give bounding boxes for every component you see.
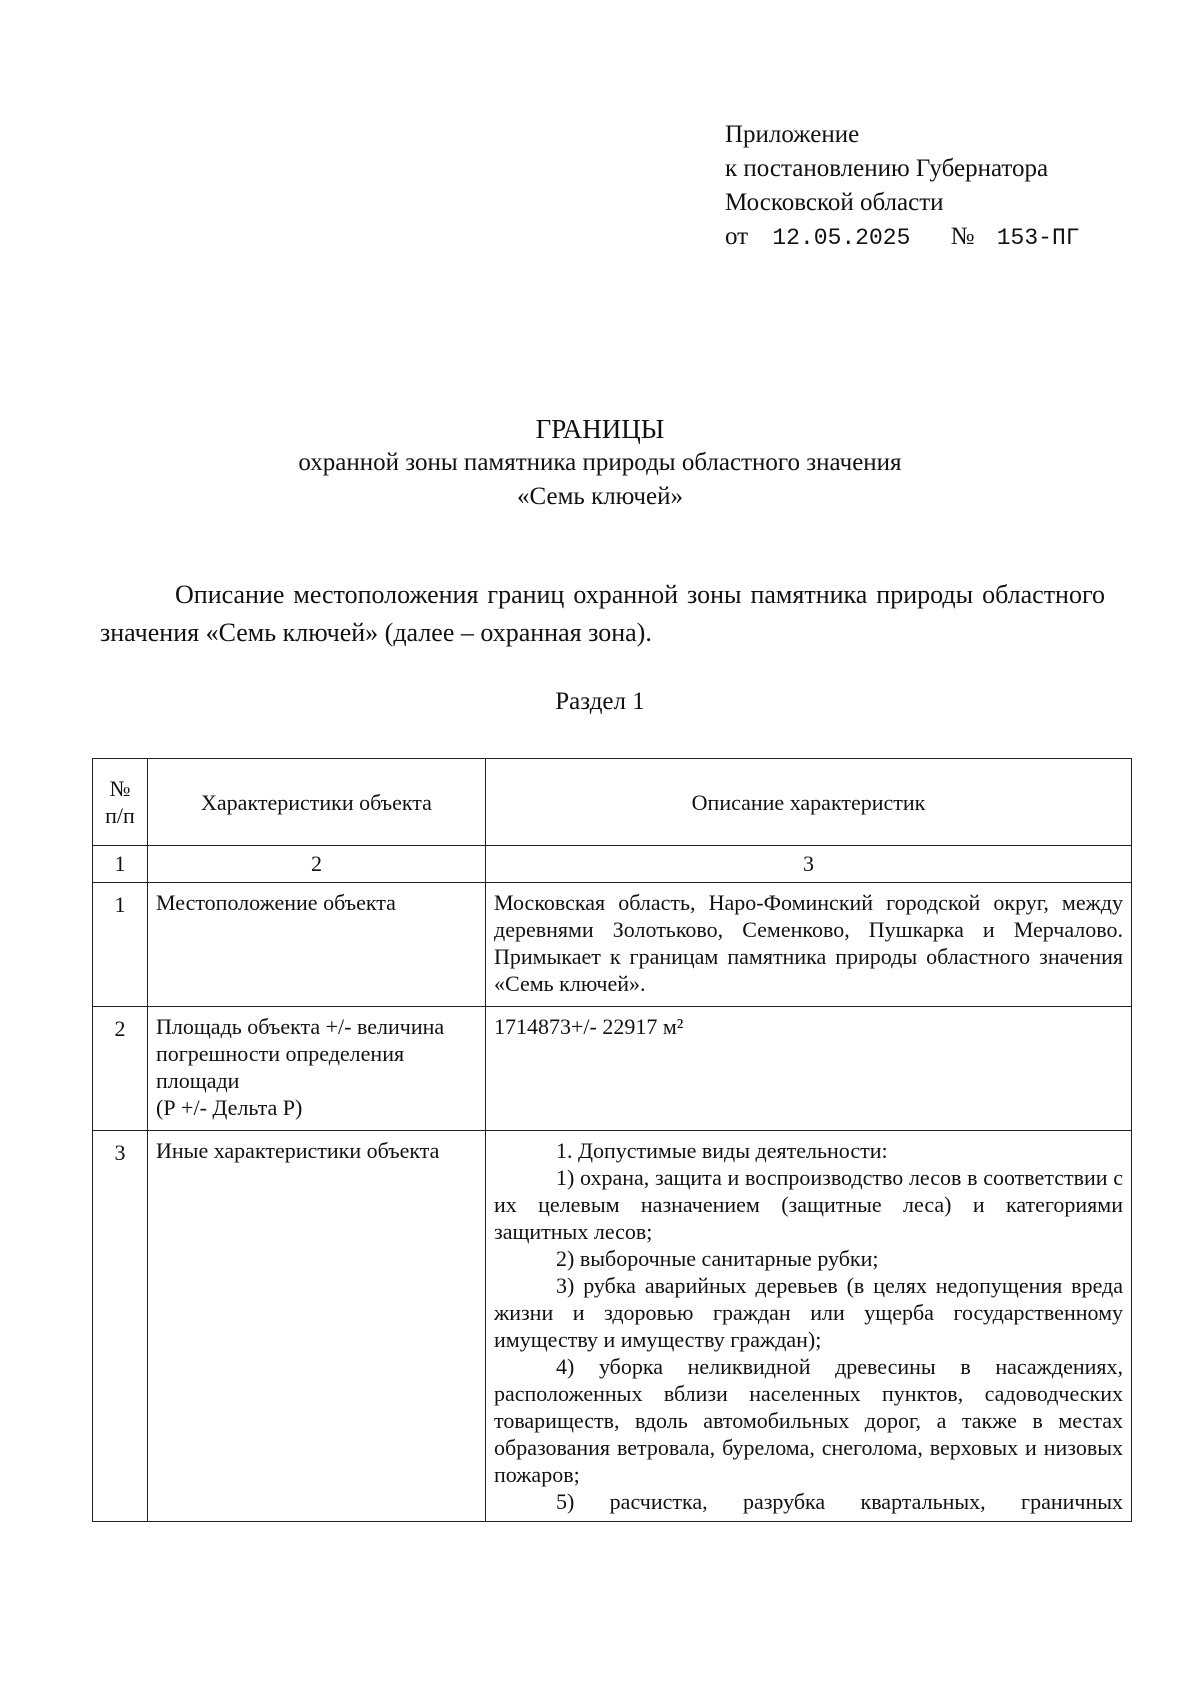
paragraph: 2) выборочные санитарные рубки; bbox=[556, 1246, 879, 1271]
row-num: 2 bbox=[93, 1007, 148, 1131]
paragraph: 3) рубка аварийных деревьев (в целях недопущения вреда жизни и здоровью граждан или ущерба государственному имуществу и имуществу граждан); bbox=[494, 1273, 1123, 1352]
row-name-text: Площадь объекта +/- величина погрешности определения площади bbox=[156, 1014, 445, 1093]
header-characteristics: Характеристики объекта bbox=[148, 759, 486, 846]
row-value: Московская область, Наро-Фоминский городской округ, между деревнями Золотьково, Семенково, Пушкарка и Мерчалово. Примыкает к границам памятника природы областного значения «Семь ключей». bbox=[486, 883, 1132, 1007]
row-name bbox=[148, 1007, 486, 1131]
characteristics-table bbox=[92, 758, 1132, 1522]
column-number: 1 bbox=[93, 846, 148, 883]
section-heading: Раздел 1 bbox=[555, 688, 645, 715]
table-row bbox=[93, 883, 1132, 1007]
document-title bbox=[0, 412, 1200, 514]
row-value: 1714873+/- 22917 м² bbox=[486, 1007, 1132, 1131]
table-row bbox=[93, 1007, 1132, 1131]
from-label: от bbox=[725, 223, 749, 250]
intro-paragraph: Описание местоположения границ охранной зоны памятника природы областного значения «Семь ключей» (далее – охранная зона). bbox=[100, 580, 1105, 647]
number-label: № bbox=[950, 223, 975, 250]
approval-line-2: к постановлению Губернатора bbox=[725, 155, 1049, 182]
title-line-2: охранной зоны памятника природы областного значения bbox=[298, 449, 902, 476]
column-number: 3 bbox=[486, 846, 1132, 883]
decree-date: 12.05.2025 bbox=[772, 225, 911, 251]
header-num: № п/п bbox=[93, 759, 148, 846]
row-num: 3 bbox=[93, 1131, 148, 1522]
paragraph: 1. Допустимые виды деятельности: bbox=[556, 1138, 888, 1163]
title-main: ГРАНИЦЫ bbox=[535, 414, 665, 444]
row-name-extra: (Р +/- Дельта Р) bbox=[156, 1095, 303, 1120]
column-number-row bbox=[93, 846, 1132, 883]
approval-line-1: Приложение bbox=[725, 121, 860, 148]
table-header-row bbox=[93, 759, 1132, 846]
paragraph: 4) уборка неликвидной древесины в насаждениях, расположенных вблизи населенных пунктов, садоводческих товариществ, вдоль автомобильных дорог, а также в местах образования ветровала, бурелома, снеголома, верховых и низовых пожаров; bbox=[494, 1354, 1123, 1487]
paragraph: 1) охрана, защита и воспроизводство лесов в соответствии с их целевым назначением (защитные леса) и категориями защитных лесов; bbox=[494, 1165, 1123, 1244]
column-number: 2 bbox=[148, 846, 486, 883]
table-row bbox=[93, 1131, 1132, 1522]
decree-number: 153-ПГ bbox=[996, 225, 1080, 251]
approval-line-3: Московской области bbox=[725, 189, 944, 216]
approval-block bbox=[725, 118, 1080, 255]
row-num: 1 bbox=[93, 883, 148, 1007]
header-description: Описание характеристик bbox=[486, 759, 1132, 846]
row-name: Местоположение объекта bbox=[148, 883, 486, 1007]
paragraph: 5) расчистка, разрубка квартальных, граничных bbox=[556, 1489, 1123, 1514]
row-value bbox=[486, 1131, 1132, 1522]
title-line-3: «Семь ключей» bbox=[517, 483, 683, 510]
approval-date-line bbox=[725, 220, 1080, 255]
row-name: Иные характеристики объекта bbox=[148, 1131, 486, 1522]
